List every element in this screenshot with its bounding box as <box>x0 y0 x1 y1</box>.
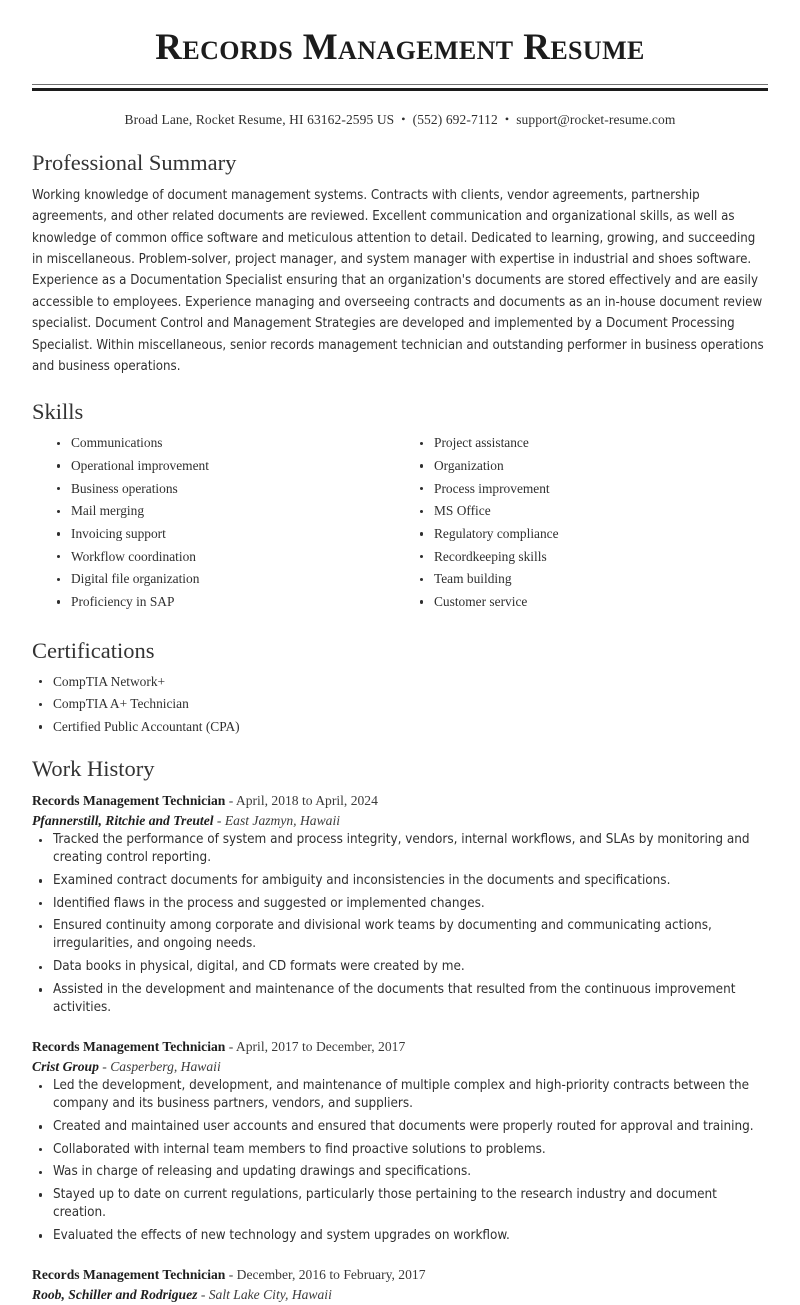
section-certifications <box>32 638 768 736</box>
job-separator: - <box>213 812 225 828</box>
job-title-line <box>32 791 768 811</box>
certification-item: Certified Public Accountant (CPA) <box>32 718 768 736</box>
skill-item: Operational improvement <box>50 457 413 475</box>
job-company: Roob, Schiller and Rodriguez <box>32 1286 198 1302</box>
job-location: Salt Lake City, Hawaii <box>208 1286 332 1302</box>
job-separator: - <box>98 1058 111 1074</box>
job-company-line <box>32 1057 768 1077</box>
skill-item: Process improvement <box>413 480 768 498</box>
skill-item: Project assistance <box>413 434 768 452</box>
work-history-entries <box>32 791 768 1305</box>
section-professional-summary <box>32 150 768 377</box>
job-company-line <box>32 811 768 831</box>
skills-right-column <box>413 434 768 616</box>
certification-item: CompTIA A+ Technician <box>32 695 768 713</box>
job-separator: - <box>225 1266 237 1282</box>
section-heading-skills: Skills <box>32 399 84 425</box>
job-separator: - <box>197 1286 209 1302</box>
skill-item: MS Office <box>413 502 768 520</box>
job-title-line <box>32 1037 768 1057</box>
job-dates: December, 2016 to February, 2017 <box>236 1266 426 1282</box>
job-company: Pfannerstill, Ritchie and Treutel <box>32 812 214 828</box>
divider-line-thick <box>32 88 768 91</box>
skill-item: Regulatory compliance <box>413 525 768 543</box>
work-history-entry <box>32 1037 768 1245</box>
job-bullet-list <box>32 831 768 1017</box>
contact-line <box>32 112 768 128</box>
job-dates: April, 2017 to December, 2017 <box>235 1038 406 1054</box>
skill-item: Invoicing support <box>50 525 413 543</box>
skill-item: Business operations <box>50 480 413 498</box>
skill-item: Digital file organization <box>50 570 413 588</box>
skill-item: Recordkeeping skills <box>413 548 768 566</box>
skill-item: Workflow coordination <box>50 548 413 566</box>
contact-separator-1: • <box>401 112 406 126</box>
section-work-history <box>32 756 768 1305</box>
section-skills <box>32 399 768 615</box>
work-history-entry <box>32 791 768 1017</box>
work-history-entry <box>32 1265 768 1305</box>
job-location: East Jazmyn, Hawaii <box>224 812 341 828</box>
job-bullet-item: Evaluated the effects of new technology and system upgrades on workflow. <box>32 1227 768 1245</box>
contact-email: support@rocket-resume.com <box>516 112 676 127</box>
skill-item: Communications <box>50 434 413 452</box>
job-title: Records Management Technician <box>32 1266 226 1282</box>
job-bullet-item: Stayed up to date on current regulations, particularly those pertaining to the research industry and document creation. <box>32 1186 768 1222</box>
section-heading-work-history: Work History <box>32 755 155 781</box>
skills-left-column <box>50 434 413 616</box>
job-bullet-item: Was in charge of releasing and updating drawings and specifications. <box>32 1163 768 1181</box>
skill-item: Team building <box>413 570 768 588</box>
summary-text: Working knowledge of document management systems. Contracts with clients, vendor agreements, partnership agreements, and other related documents are reviewed. Excellent communication and organizational skills, as well as knowledge of common office software and meticulous attention to detail. Dedicated to learning, growing, and succeeding in miscellaneous. Problem-solver, project manager, and system manager with expertise in industrial and shoes software. Experience as a Documentation Specialist ensuring that an organization's documents are stored effectively and are easily accessible to employees. Experience managing and overseeing contracts and documents as an in-house document review specialist. Document Control and Management Strategies are developed and implemented by a Document Processing Specialist. Within miscellaneous, senior records management technician and outstanding performer in business operations and business operations. <box>32 187 764 374</box>
job-bullet-item: Assisted in the development and maintenance of the documents that resulted from the continuous improvement activities. <box>32 981 768 1017</box>
job-title: Records Management Technician <box>32 1038 226 1054</box>
job-separator: - <box>225 792 236 808</box>
job-separator: - <box>225 1038 236 1054</box>
job-title-line <box>32 1265 768 1285</box>
skill-item: Customer service <box>413 593 768 611</box>
job-company-line <box>32 1285 768 1305</box>
job-bullet-item: Data books in physical, digital, and CD formats were created by me. <box>32 958 768 976</box>
contact-separator-2: • <box>504 112 510 126</box>
job-bullet-item: Created and maintained user accounts and ensured that documents were properly routed for approval and training. <box>32 1118 768 1136</box>
job-bullet-item: Ensured continuity among corporate and divisional work teams by documenting and communicating actions, irregularities, and ongoing needs. <box>32 917 768 953</box>
skills-columns <box>32 434 768 616</box>
job-bullet-item: Collaborated with internal team members to find proactive solutions to problems. <box>32 1141 768 1159</box>
job-bullet-item: Led the development, development, and maintenance of multiple complex and high-priority contracts between the company and its business partners, vendors, and suppliers. <box>32 1077 768 1113</box>
page-title: Records Management Resume <box>155 27 645 68</box>
header-divider <box>32 84 768 92</box>
job-bullet-item: Examined contract documents for ambiguity and inconsistencies in the documents and specifications. <box>32 872 768 890</box>
skill-item: Organization <box>413 457 768 475</box>
section-heading-summary: Professional Summary <box>32 150 237 175</box>
certifications-list <box>32 673 768 736</box>
job-bullet-list <box>32 1077 768 1245</box>
contact-phone: (552) 692-7112 <box>412 112 498 127</box>
job-bullet-item: Identified flaws in the process and suggested or implemented changes. <box>32 895 768 913</box>
section-heading-certifications: Certifications <box>32 637 155 663</box>
skill-item: Mail merging <box>50 502 413 520</box>
certification-item: CompTIA Network+ <box>32 673 768 691</box>
job-title: Records Management Technician <box>32 792 226 808</box>
job-bullet-item: Tracked the performance of system and process integrity, vendors, internal workflows, and SLAs by monitoring and creating control reporting. <box>32 831 768 867</box>
job-company: Crist Group <box>32 1058 99 1074</box>
job-location: Casperberg, Hawaii <box>110 1058 221 1074</box>
contact-address: Broad Lane, Rocket Resume, HI 63162-2595 US <box>124 112 395 127</box>
skill-item: Proficiency in SAP <box>50 593 413 611</box>
job-dates: April, 2018 to April, 2024 <box>235 792 378 808</box>
